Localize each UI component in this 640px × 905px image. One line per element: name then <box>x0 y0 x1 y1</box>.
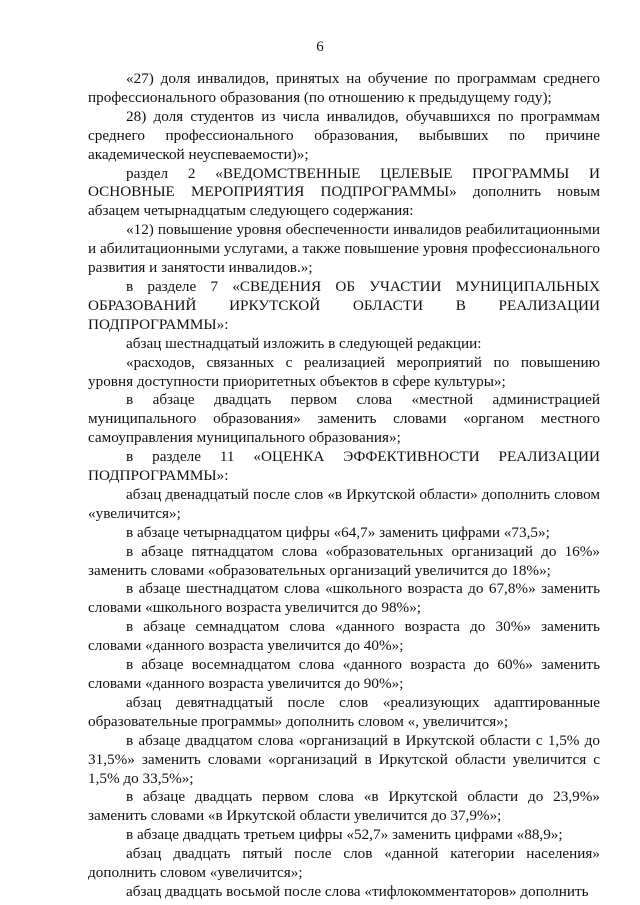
paragraph: в абзаце четырнадцатом цифры «64,7» заменить цифрами «73,5»; <box>126 523 550 541</box>
paragraph: 28) доля студентов из числа инвалидов, обучавшихся по программам среднего профессионального образования, выбывших по причине академической неуспеваемости)»; <box>88 107 600 163</box>
paragraph: в абзаце двадцать первом слова «местной администрацией муниципального образования» заменить словами «органом местного самоуправления муниципального образования»; <box>88 391 600 447</box>
paragraph: в абзаце двадцатом слова «организаций в Иркутской области с 1,5% до 31,5%» заменить словами «организаций в Иркутской области увеличится с 1,5% до 33,5%»; <box>88 731 600 787</box>
paragraph: в разделе 7 «СВЕДЕНИЯ ОБ УЧАСТИИ МУНИЦИПАЛЬНЫХ ОБРАЗОВАНИЙ ИРКУТСКОЙ ОБЛАСТИ В РЕАЛИЗАЦИИ ПОДПРОГРАММЫ»: <box>88 277 600 333</box>
page-number: 6 <box>316 39 324 55</box>
paragraph: «12) повышение уровня обеспеченности инвалидов реабилитационными и абилитационными услугами, а также повышение уровня профессионального развития и занятости инвалидов.»; <box>88 221 600 277</box>
paragraph: раздел 2 «ВЕДОМСТВЕННЫЕ ЦЕЛЕВЫЕ ПРОГРАММЫ И ОСНОВНЫЕ МЕРОПРИЯТИЯ ПОДПРОГРАММЫ» дополнить новым абзацем четырнадцатым следующего содержания: <box>88 164 600 220</box>
paragraph: абзац шестнадцатый изложить в следующей редакции: <box>126 334 482 352</box>
paragraph: в абзаце семнадцатом слова «данного возраста до 30%» заменить словами «данного возраста увеличится до 40%»; <box>88 618 600 655</box>
paragraph: «расходов, связанных с реализацией мероприятий по повышению уровня доступности приоритетных объектов в сфере культуры»; <box>88 353 600 390</box>
paragraph: в абзаце двадцать третьем цифры «52,7» заменить цифрами «88,9»; <box>126 826 563 844</box>
paragraph: в абзаце пятнадцатом слова «образовательных организаций до 16%» заменить словами «образовательных организаций увеличится до 18%»; <box>88 542 600 579</box>
paragraph: абзац двадцать пятый после слов «данной категории населения» дополнить словом «увеличится»; <box>88 845 600 882</box>
paragraph: абзац двенадцатый после слов «в Иркутской области» дополнить словом «увеличится»; <box>88 485 600 522</box>
paragraph: в разделе 11 «ОЦЕНКА ЭФФЕКТИВНОСТИ РЕАЛИЗАЦИИ ПОДПРОГРАММЫ»: <box>88 448 600 485</box>
paragraph: в абзаце двадцать первом слова «в Иркутской области до 23,9%» заменить словами «в Иркутской области увеличится до 37,9%»; <box>88 788 600 825</box>
paragraph: абзац девятнадцатый после слов «реализующих адаптированные образовательные программы» дополнить словом «, увеличится»; <box>88 693 600 730</box>
document-body <box>88 70 600 902</box>
paragraph: абзац двадцать восьмой после слова «тифлокомментаторов» дополнить <box>126 882 589 900</box>
paragraph: в абзаце восемнадцатом слова «данного возраста до 60%» заменить словами «данного возраста увеличится до 90%»; <box>88 656 600 692</box>
paragraph: «27) доля инвалидов, принятых на обучение по программам среднего профессионального образования (по отношению к предыдущему году); <box>88 70 600 106</box>
paragraph: в абзаце шестнадцатом слова «школьного возраста до 67,8%» заменить словами «школьного возраста увеличится до 98%»; <box>88 580 600 617</box>
